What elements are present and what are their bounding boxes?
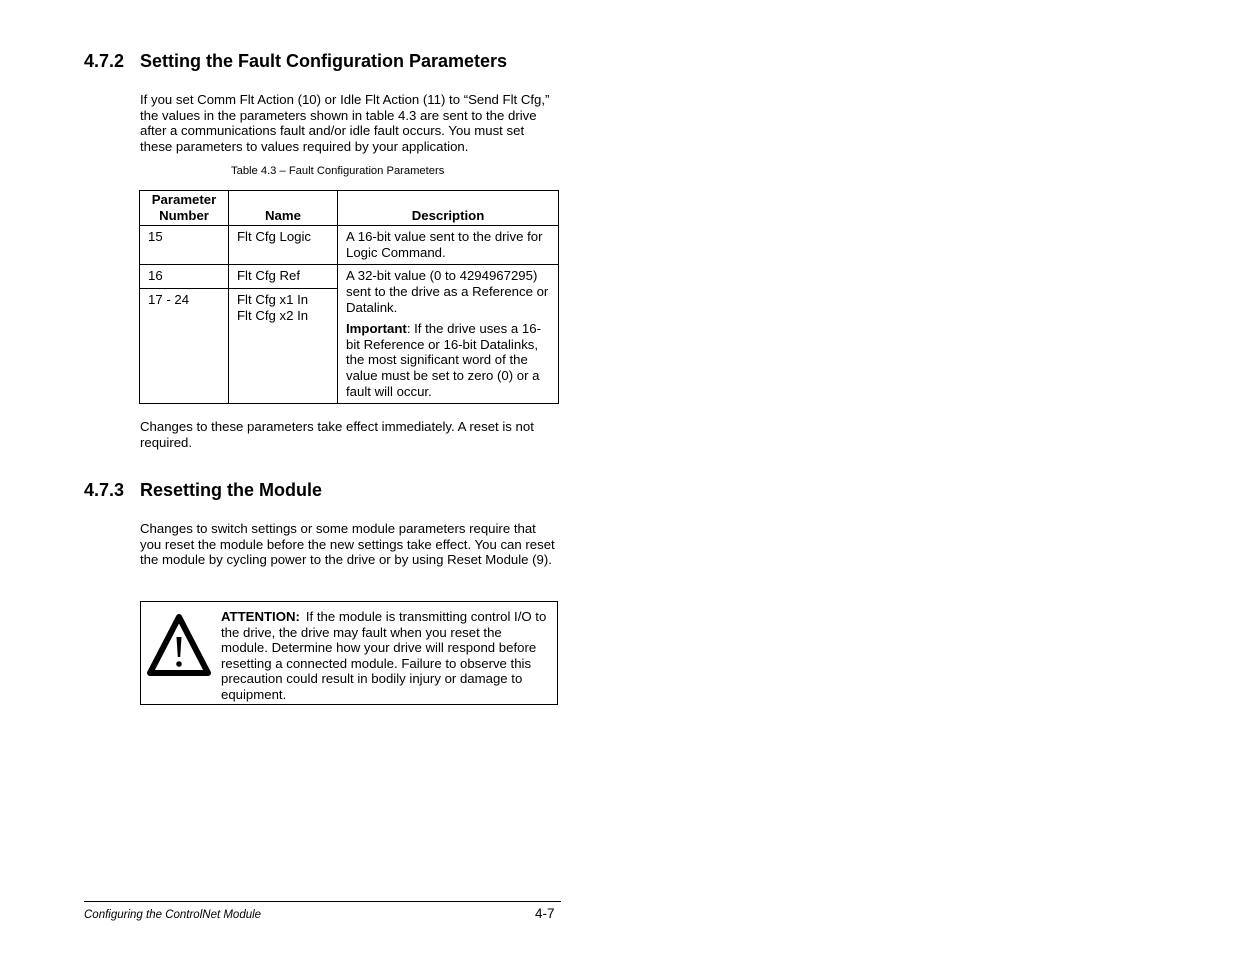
cell-name-line2: Flt Cfg x2 In bbox=[237, 307, 309, 323]
table-caption: Table 4.3 – Fault Configuration Parameters bbox=[231, 165, 445, 177]
attention-box bbox=[140, 601, 558, 705]
section-number: 4.7.3 bbox=[84, 480, 125, 500]
section-number: 4.7.2 bbox=[84, 51, 125, 71]
footer-title: Configuring the ControlNet Module bbox=[84, 909, 262, 921]
after-table-paragraph: Changes to these parameters take effect immediately. A reset is not required. bbox=[140, 419, 534, 450]
section-title: Setting the Fault Configuration Parameters bbox=[140, 51, 508, 71]
cell-name bbox=[229, 288, 338, 403]
cell-number: 16 bbox=[140, 265, 229, 289]
section-heading-4-7-3 bbox=[84, 480, 322, 501]
page-number: 4-7 bbox=[535, 906, 555, 921]
cell-name-line1: Flt Cfg x1 In bbox=[237, 291, 309, 307]
header-parameter-line1: Parameter bbox=[151, 192, 217, 207]
attention-message bbox=[221, 609, 551, 703]
important-text: : If the drive uses a 16-bit Reference or 16-bit Datalinks, the most significant word of the value must be set to zero (0) or a fault will occur. bbox=[346, 321, 541, 399]
cell-description-merged bbox=[338, 265, 559, 404]
header-description: Description bbox=[338, 191, 559, 226]
cell-name: Flt Cfg Logic bbox=[229, 226, 338, 265]
cell-number: 15 bbox=[140, 226, 229, 265]
fault-config-table bbox=[139, 190, 559, 404]
attention-text: If the module is transmitting control I/O to the drive, the drive may fault when you reset the module. Determine how your drive will respond before resetting a connected module. Failure to observe this precaution could result in bodily injury or damage to equipment. bbox=[221, 609, 547, 702]
section-title: Resetting the Module bbox=[140, 480, 323, 500]
cell-description: A 16-bit value sent to the drive for Logic Command. bbox=[338, 226, 559, 265]
footer-rule bbox=[84, 901, 561, 902]
reset-paragraph: Changes to switch settings or some module parameters require that you reset the module before the new settings take effect. You can reset the module by cycling power to the drive or by using Reset Module (9). bbox=[140, 521, 555, 568]
important-note bbox=[346, 321, 550, 399]
attention-label: ATTENTION: bbox=[221, 609, 300, 624]
table-row bbox=[140, 226, 559, 265]
description-reference: A 32-bit value (0 to 4294967295) sent to the drive as a Reference or Datalink. bbox=[346, 268, 549, 315]
table-row bbox=[140, 265, 559, 289]
warning-triangle-icon bbox=[145, 611, 213, 679]
header-parameter-number bbox=[140, 191, 229, 226]
cell-name: Flt Cfg Ref bbox=[229, 265, 338, 289]
header-parameter-line2: Number bbox=[159, 207, 209, 223]
fault-config-table-container bbox=[139, 190, 559, 404]
important-label: Important bbox=[346, 321, 407, 337]
header-name: Name bbox=[229, 191, 338, 226]
intro-paragraph: If you set Comm Flt Action (10) or Idle Flt Action (11) to “Send Flt Cfg,” the values in the parameters shown in table 4.3 are sent to the drive after a communications fault and/or idle fault occurs. You must set these parameters to values required by your application. bbox=[140, 92, 550, 154]
section-heading-4-7-2 bbox=[84, 51, 507, 72]
table-header-row bbox=[140, 191, 559, 226]
cell-number: 17 - 24 bbox=[140, 288, 229, 403]
